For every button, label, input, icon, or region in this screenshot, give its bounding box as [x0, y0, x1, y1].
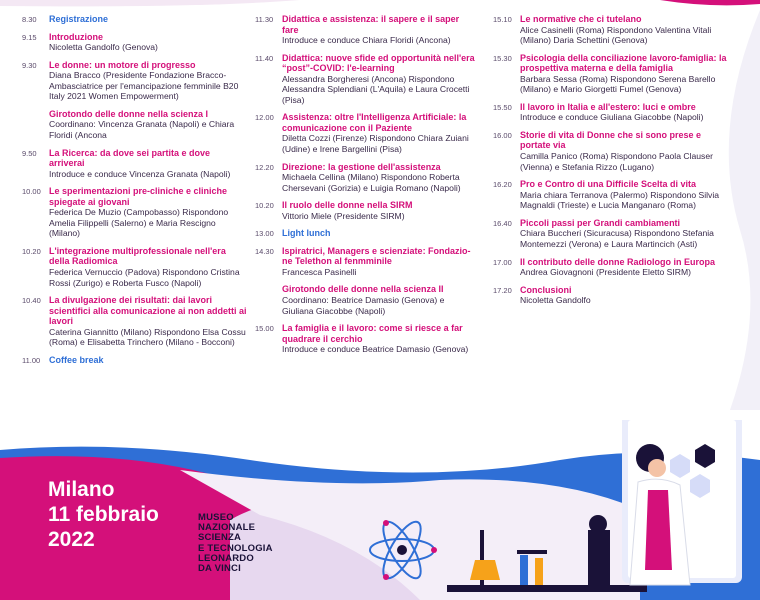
program-item — [493, 179, 733, 211]
program-title: Didattica: nuove sfide ed opportunità nell'era “post”-COVID: l'e-learning — [282, 52, 475, 74]
museum-line: DA VINCI — [198, 563, 241, 575]
event-city-date — [48, 477, 159, 552]
program-title: Light lunch — [282, 228, 331, 239]
program-item — [255, 53, 475, 106]
program-time — [255, 284, 282, 316]
program-item — [22, 32, 248, 53]
program-body: Alice Casinelli (Roma) Rispondono Valentina Vitali (Milano) Daria Schettini (Genova) — [520, 24, 712, 46]
program-time: 10.20 — [22, 246, 41, 256]
program-item — [22, 60, 248, 102]
program-title: Psicologia della conciliazione lavoro-famiglia: la prospettiva materna e della famiglia — [520, 52, 727, 74]
program-item — [493, 218, 733, 250]
program-body: Introduce e conduce Chiara Floridi (Ancona) — [282, 35, 451, 45]
program-item — [255, 162, 475, 194]
program-body: Andrea Giovagnoni (Presidente Eletto SIRM) — [520, 267, 692, 278]
program-item — [493, 102, 733, 123]
program-title: Storie di vita di Donne che si sono prese e portate via — [520, 129, 702, 151]
program-title: L'integrazione multiprofessionale nell'era della Radiomica — [49, 245, 226, 267]
program-title: Pro e Contro di una Difficile Scelta di vita — [520, 179, 697, 190]
program-column-2 — [255, 14, 475, 362]
program-item — [22, 295, 248, 348]
program-item — [255, 14, 475, 46]
lab-bench — [447, 585, 647, 592]
program-item — [255, 246, 475, 278]
program-body: Caterina Giannitto (Milano) Rispondono Elsa Cossu (Roma) e Elisabetta Trinchero (Milano - Bocconi) — [49, 326, 246, 348]
program-time: 10.40 — [22, 296, 41, 306]
program-time: 15.10 — [493, 15, 512, 24]
program-title: Coffee break — [49, 354, 104, 365]
program-body: Camilla Panico (Roma) Rispondono Paola Clauser (Vienna) e Stefania Rizzo (Lugano) — [520, 150, 713, 172]
program-time: 15.00 — [255, 324, 274, 334]
program-body: Barbara Sessa (Roma) Rispondono Serena Barello (Milano) e Mario Giorgetti Fumel (Genova) — [520, 73, 716, 95]
program-time: 15.50 — [493, 102, 512, 112]
program-time: 9.15 — [22, 32, 37, 42]
museum-line: MUSEO — [198, 512, 234, 523]
program-item — [493, 257, 733, 278]
program-body: Alessandra Borgheresi (Ancona) Rispondono Alessandra Splendiani (L'Aquila) e Laura Crocetti (Pisa) — [282, 73, 470, 105]
program-item — [22, 14, 248, 25]
program-time: 9.30 — [22, 60, 37, 70]
program-title: Direzione: la gestione dell'assistenza — [282, 161, 441, 172]
program-time: 17.00 — [493, 257, 512, 267]
program-title: La Ricerca: da dove sei partita e dove arriverai — [49, 147, 211, 169]
program-title: Conclusioni — [520, 284, 572, 295]
museum-line: SCIENZA — [198, 532, 242, 544]
program-item — [22, 246, 248, 288]
program-item — [255, 323, 475, 355]
program-item — [22, 186, 248, 239]
program-item — [255, 228, 475, 239]
program-title: Il lavoro in Italia e all'estero: luci e ombre — [520, 101, 696, 112]
program-item — [493, 285, 733, 306]
program-title: Le donne: un motore di progresso — [49, 59, 196, 70]
program-title: La famiglia e il lavoro: come si riesce a far quadrare il cerchio — [282, 323, 463, 344]
program-title: Le sperimentazioni pre-cliniche e cliniche spiegate ai giovani — [49, 186, 228, 207]
program-time: 11.30 — [255, 15, 274, 24]
program-body: Coordinano: Beatrice Damasio (Genova) e Giuliana Giacobbe (Napoli) — [282, 294, 445, 316]
program-title: Girotondo delle donne nella scienza II — [282, 284, 444, 295]
program-time: 17.20 — [493, 285, 512, 295]
program-body: Nicoletta Gandolfo — [520, 295, 591, 306]
program-time: 8.30 — [22, 15, 37, 24]
program-body: Diana Bracco (Presidente Fondazione Bracco- Ambasciatrice per l'emancipazione femminile B20 Italy 2021 Women Empowerment) — [49, 70, 239, 102]
program-body: Chiara Buccheri (Sicuracusa) Rispondono Stefania Montemezzi (Verona) e Laura Martincich (Asti) — [520, 228, 714, 249]
program-body: Maria chiara Terranova (Palermo) Rispondono Silvia Magnaldi (Trieste) e Lucia Manganaro (Roma) — [520, 189, 720, 211]
museum-line: E TECNOLOGIA — [198, 542, 273, 554]
program-title: Il ruolo delle donne nella SIRM — [282, 200, 413, 211]
program-title: Registrazione — [49, 14, 109, 24]
program-item — [22, 148, 248, 180]
program-item — [493, 130, 733, 172]
program-time: 14.30 — [255, 246, 274, 256]
program-time: 12.20 — [255, 162, 274, 172]
program-body: Nicoletta Gandolfo (Genova) — [49, 42, 158, 52]
event-date-line2: 2022 — [48, 528, 95, 551]
program-time: 10.20 — [255, 201, 274, 211]
program-item — [255, 200, 475, 221]
top-decoration — [0, 0, 760, 14]
program-body: Introduce e conduce Giuliana Giacobbe (Napoli) — [520, 112, 704, 123]
program-item — [493, 53, 733, 95]
program-body: Diletta Cozzi (Firenze) Rispondono Chiara Zuiani (Udine) e Irene Bargellini (Pisa) — [282, 133, 469, 154]
program-column-3 — [493, 14, 733, 313]
event-date-line1: 11 febbraio — [48, 503, 159, 526]
program-item — [493, 14, 733, 46]
program-title: La divulgazione dei risultati: dai lavori scientifici alla comunicazione ai non addetti ai lavori — [49, 295, 247, 327]
program-time: 11.40 — [255, 53, 274, 63]
program-title: Girotondo delle donne nella scienza I — [49, 108, 209, 119]
program-time: 11.00 — [22, 355, 41, 365]
program-body: Michaela Cellina (Milano) Rispondono Roberta Chersevani (Gorizia) e Luigia Romano (Napoli) — [282, 172, 461, 193]
program-time: 13.00 — [255, 229, 274, 239]
event-city: Milano — [48, 478, 115, 501]
program-title: Assistenza: oltre l'Intelligenza Artificiale: la comunicazione con il Paziente — [282, 112, 467, 133]
program-body: Francesca Pasinelli — [282, 266, 357, 277]
program-time: 16.00 — [493, 130, 512, 140]
program-body: Introduce e conduce Beatrice Damasio (Genova) — [282, 344, 469, 355]
program-item — [255, 284, 475, 316]
program-body: Federica De Muzio (Campobasso) Rispondono Amelia Filippelli (Salerno) e Maria Rescigno (Milano) — [49, 207, 229, 239]
program-item — [255, 112, 475, 154]
program-time: 16.40 — [493, 218, 512, 228]
program-item — [22, 109, 248, 141]
program-title: Introduzione — [49, 31, 103, 42]
program-column-1 — [22, 14, 248, 372]
program-time — [22, 109, 49, 141]
program-body: Introduce e conduce Vincenza Granata (Napoli) — [49, 168, 231, 179]
museum-line: NAZIONALE — [198, 522, 256, 534]
program-time: 9.50 — [22, 148, 37, 158]
program-body: Federica Vernuccio (Padova) Rispondono Cristina Rossi (Zurigo) e Roberta Fusco (Napoli) — [49, 266, 240, 288]
program-body: Vittorio Miele (Presidente SIRM) — [282, 210, 405, 221]
program-body: Coordinano: Vincenza Granata (Napoli) e Chiara Floridi (Ancona — [49, 119, 235, 140]
program-title: Le normative che ci tutelano — [520, 14, 642, 24]
program-time: 15.30 — [493, 53, 512, 63]
museum-logo-text — [198, 513, 273, 574]
program-time: 16.20 — [493, 180, 512, 190]
program-time: 10.00 — [22, 187, 41, 197]
program-item — [22, 355, 248, 366]
program-title: Piccoli passi per Grandi cambiamenti — [520, 217, 681, 228]
program-title: Didattica e assistenza: il sapere e il saper fare — [282, 14, 460, 35]
museum-line: LEONARDO — [198, 552, 254, 564]
program-title: Ispiratrici, Managers e scienziate: Fondazio-ne Telethon al fenmminile — [282, 245, 471, 267]
program-time: 12.00 — [255, 113, 274, 123]
program-title: Il contributo delle donne Radiologo in Europa — [520, 256, 715, 267]
